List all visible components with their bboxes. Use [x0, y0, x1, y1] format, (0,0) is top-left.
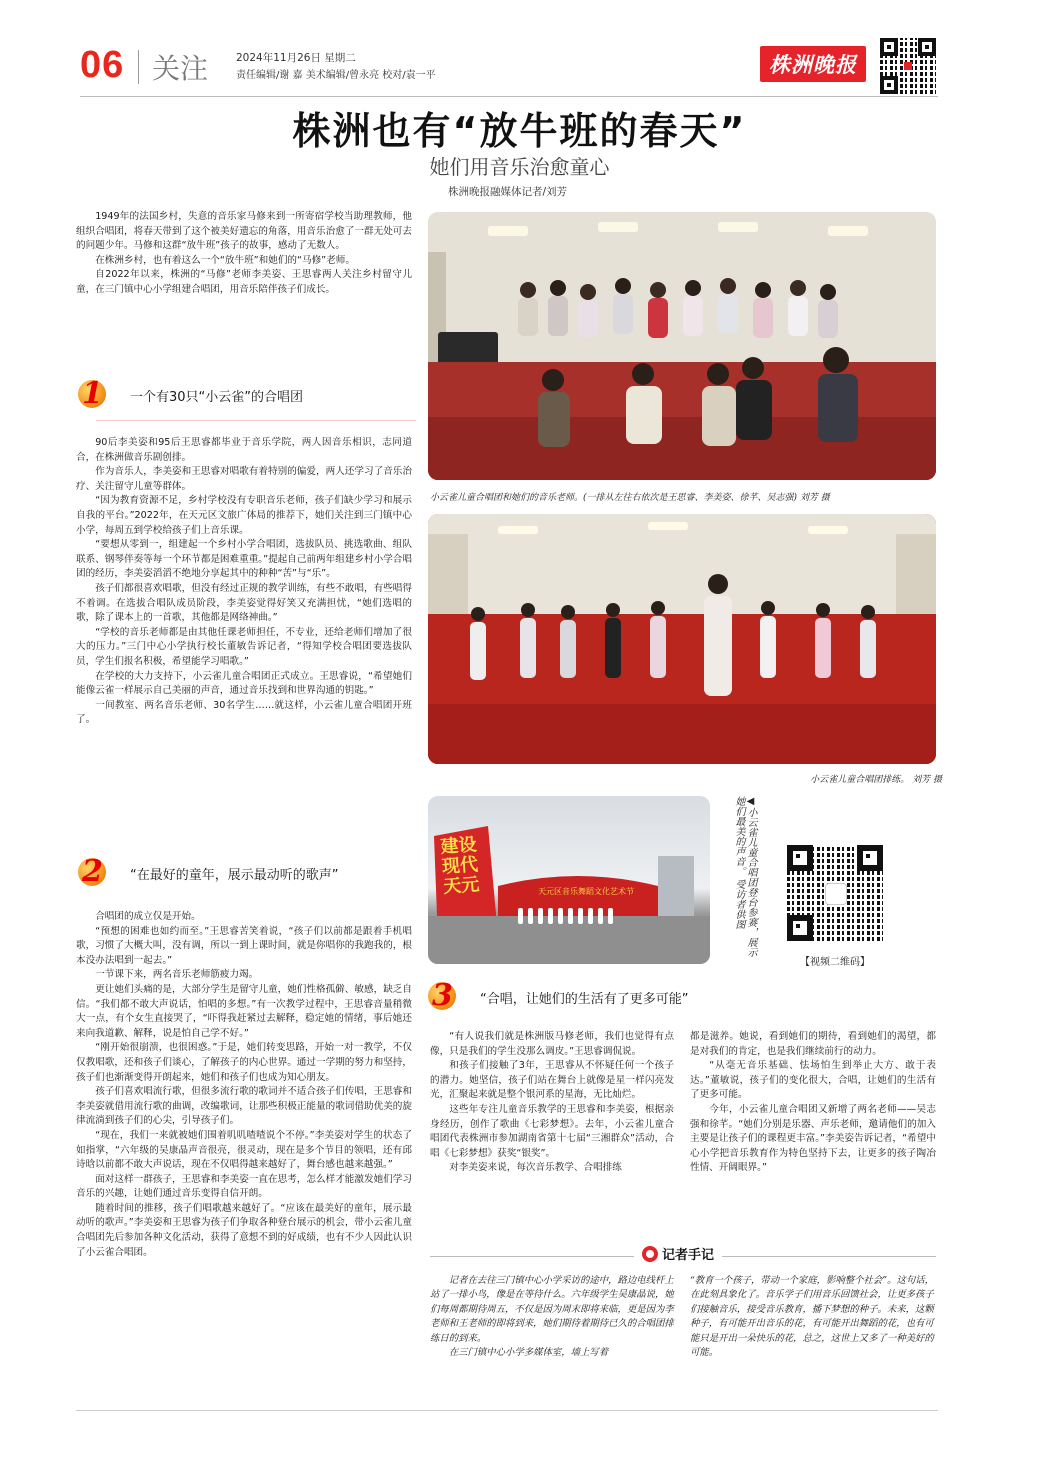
section-3-paragraph: 对李美姿来说，每次音乐教学、合唱排练: [449, 1162, 622, 1174]
section-1-paragraph: 孩子们都很喜欢唱歌，但没有经过正规的教学训练，有些不敢唱，有些唱得不着调。在选拔合唱队成员阶段，李美姿觉得好笑又充满担忧，“她们选唱的歌，除了课本上的一首歌，其他都是网络神曲。”: [76, 582, 412, 624]
section-2-paragraph: 面对这样一群孩子，王思睿和李美姿一直在思考，怎么样才能激发她们学习音乐的兴趣，让她们通过音乐变得自信开朗。: [76, 1173, 412, 1200]
section-1-text: [76, 436, 412, 728]
section-2-paragraph: “预想的困难也如约而至。”王思睿苦笑着说，“孩子们以前都是跟着手机唱歌，习惯了大概大叫，没有调，所以一到上课时间，就是你唱你的我跑我的，根本没办法唱到一起去。”: [76, 925, 412, 966]
date-line: 2024年11月26日 星期二: [236, 52, 356, 64]
section-3-paragraph: 这些年专注儿童音乐教学的王思睿和李美姿，根据亲身经历，创作了歌曲《七彩梦想》。去年，小云雀儿童合唱团代表株洲市参加湖南省第十七届“三湘群众”活动，合唱《七彩梦想》获奖“银奖”。: [430, 1103, 674, 1159]
section-2-paragraph: 更让她们头痛的是，大部分学生是留守儿童，她们性格孤僻、敏感，缺乏自信。“我们都不敢大声说话，怕唱的多想。”有一次教学过程中，王思睿音量稍微大一点，有个女生直接哭了，“吓得我赶紧过去解释，稳定她的情绪，事后她还来向我道歉、解释，说是怕自己学不好。”: [76, 983, 412, 1039]
section-3-heading: [428, 980, 688, 1014]
page-number: 06: [80, 44, 125, 86]
header-qr-code: [880, 38, 936, 94]
section-2-title: “在最好的童年，展示最动听的歌声”: [130, 867, 339, 883]
photo-performance: [428, 796, 710, 964]
intro-text: [76, 210, 412, 298]
section-2-text: [76, 910, 412, 1260]
photo-performance-banner: 建设现代天元: [439, 834, 481, 898]
section-2-paragraph: 孩子们喜欢唱流行歌，但很多流行歌的歌词并不适合孩子们传唱，王思睿和李美姿就借用流行歌的曲调，改编歌词，让那些积极正能量的歌词借助优美的旋律流淌到孩子们的心尖，引导孩子们。: [76, 1086, 412, 1127]
section-name: 关注: [152, 52, 209, 85]
section-1-paragraph: “要想从零到一，组建起一个乡村小学合唱团，选拔队员、挑选歌曲、组队联系、钢琴伴奏等每一个环节都是困难重重。”提起自己前两年组建乡村小学合唱团的经历，李美姿滔滔不绝地分享起其中的种种“苦”与“乐”。: [76, 539, 412, 580]
section-2-badge: 2: [78, 856, 108, 890]
notes-paragraph: 在三门镇中心小学多媒体室，墙上写着: [448, 1347, 609, 1359]
section-3-paragraph: 和孩子们接触了3年，王思睿从不怀疑任何一个孩子的潜力。她坚信，孩子们站在舞台上就像是星一样闪亮发光，汇聚起来就是整个银河系的星海，无比灿烂。: [430, 1060, 674, 1101]
notes-paragraph: 记者在去往三门镇中心小学采访的途中，路边电线杆上站了一排小鸟，像是在等待什么。六年级学生吴康晶说，她们每周都期待周五，不仅是因为周末即将来临，更是因为李老师和王老师的即将到来，她们期待着期待已久的合唱团排练日的到来。: [430, 1275, 674, 1344]
section-1-rule: [96, 420, 416, 421]
footer-rule: [76, 1410, 938, 1411]
intro-paragraph: 在株洲乡村，也有着这么一个“放牛班”和她们的“马修”老师。: [95, 254, 355, 266]
notes-paragraph: “教育一个孩子，带动一个家庭，影响整个社会”。这句话，在此刻具象化了。音乐学子们用音乐回馈社会，让更多孩子们接触音乐，接受音乐教育，播下梦想的种子。未来，这颗种子，有可能开出音乐的花，有可能开出舞蹈的花，也有可能只是开出一朵快乐的花，总之，这世上又多了一种美好的可能。: [690, 1275, 934, 1359]
section-1-heading: [78, 378, 303, 412]
section-2-paragraph: “现在，我们一来就被她们围着叽叽喳喳说个不停。”李美姿对学生的状态了如指掌，“六年级的吴康晶声音很亮，很灵动，现在是多个节目的领唱，还有邱诗晗以前都不敢大声说话，现在不仅唱得越来越好了，舞台感也越来越强。”: [76, 1129, 412, 1171]
section-3-paragraph: 都是滋养。她说，看到她们的期待，看到她们的渴望，都是对我们的肯定，也是我们继续前行的动力。: [690, 1031, 936, 1057]
section-1-paragraph: 90后李美姿和95后王思睿都毕业于音乐学院，两人因音乐相识，志同道合，在株洲做音乐剧创排。: [76, 437, 412, 463]
notes-heading: [634, 1244, 722, 1263]
headline-subtitle: 她们用音乐治愈童心: [429, 155, 610, 179]
photo-rehearsal: [428, 514, 936, 764]
section-2-paragraph: “刚开始很崩溃，也很困惑。”于是，她们转变思路，开始一对一教学，不仅仅教唱歌，还和孩子们谈心，了解孩子的内心世界。通过一学期的努力和坚持，孩子们也渐渐变得开朗起来，她们和孩子们也成为知心朋友。: [76, 1042, 412, 1083]
section-3-badge: 3: [428, 980, 458, 1014]
section-3-col-1: [430, 1030, 674, 1176]
photo-rehearsal-art: [428, 514, 936, 764]
intro-paragraph: 自2022年以来，株洲的“马修”老师李美姿、王思睿两人关注乡村留守儿童，在三门镇中心小学组建合唱团，用音乐陪伴孩子们成长。: [76, 269, 412, 295]
section-2-paragraph: 随着时间的推移，孩子们唱歌越来越好了。“应该在最美好的童年，展示最动听的歌声。”李美姿和王思睿为孩子们争取各种登台展示的机会，带小云雀儿童合唱团先后参加各种文化活动，获得了意想不到的好成绩，也有不少人因此认识了小云雀合唱团。: [76, 1202, 412, 1258]
notes-col-2: [690, 1274, 936, 1360]
section-3-title: “合唱，让她们的生活有了更多可能”: [480, 991, 689, 1007]
photo-rehearsal-caption: 小云雀儿童合唱团排练。 刘芳 摄: [810, 775, 942, 785]
header-divider: [138, 50, 139, 84]
paper-logo: [760, 46, 866, 82]
paper-logo-text: 株洲晚报: [769, 52, 857, 77]
section-1-paragraph: 作为音乐人，李美姿和王思睿对唱歌有着特别的偏爱，两人还学习了音乐治疗、关注留守儿童等群体。: [76, 466, 412, 492]
section-2-heading: [78, 856, 338, 890]
photo-performance-stage-text: 天元区音乐舞蹈文化艺术节: [538, 887, 634, 896]
video-qr-code: [787, 845, 883, 941]
section-2-paragraph: 合唱团的成立仅是开始。: [95, 911, 201, 922]
section-3-paragraph: 今年，小云雀儿童合唱团又新增了两名老师——吴志强和徐芊。“她们分别是乐器、声乐老师，邀请他们的加入主要是让孩子们的课程更丰富。”李美姿告诉记者，“希望中心小学把音乐教育作为特色坚持下去，让更多的孩子陶冶性情、开阔眼界。”: [690, 1103, 936, 1174]
photo-choir-group-caption: 小云雀儿童合唱团和她们的音乐老师。(一排从左往右依次是王思睿、李美姿、徐芊、吴志强) 刘芳 摄: [430, 493, 830, 503]
section-1-paragraph: 一间教室、两名音乐老师、30名学生……就这样，小云雀儿童合唱团开班了。: [76, 699, 412, 726]
section-1-title: 一个有30只“小云雀”的合唱团: [130, 389, 304, 405]
notes-title: 记者手记: [662, 1248, 715, 1263]
photo-choir-group: [428, 212, 936, 480]
headline-title: 株洲也有“放牛班的春天”: [292, 109, 747, 153]
section-1-badge: 1: [78, 378, 108, 412]
section-3-col-2: [690, 1030, 936, 1176]
section-3-paragraph: “从毫无音乐基础、怯场怕生到举止大方、敢于表达。”董敏说，孩子们的变化很大，合唱，让她们的生活有了更多可能。: [690, 1060, 936, 1101]
editors-line: 责任编辑/谢 嘉 美术编辑/曾永亮 校对/袁一平: [236, 70, 436, 81]
header-rule: [80, 96, 938, 97]
section-3-paragraph: “有人说我们就是株洲版马修老师，我们也觉得有点像，只是我们的学生没那么调皮。”王思睿调侃说。: [430, 1031, 674, 1057]
intro-paragraph: 1949年的法国乡村，失意的音乐家马修来到一所寄宿学校当助理教师，他组织合唱团，将春天带到了这个被美好遗忘的角落，用音乐治愈了一群无处可去的问题少年。马修和这群“放牛班”孩子的故事，感动了无数人。: [76, 211, 412, 252]
notes-dot-icon: [642, 1246, 658, 1262]
section-1-paragraph: 在学校的大力支持下，小云雀儿童合唱团正式成立。王思睿说，“希望她们能像云雀一样展示自己美丽的声音，通过音乐找到和世界沟通的钥匙。”: [76, 670, 412, 697]
page-header: [0, 0, 1039, 100]
section-2-paragraph: 一节课下来，两名音乐老师筋疲力竭。: [95, 969, 259, 981]
photo-performance-caption: ◀小云雀儿童合唱团登台参赛，展示她们最美的声音。 受访者供图: [733, 796, 756, 957]
photo-choir-group-art: [428, 212, 936, 480]
section-1-paragraph: “因为教育资源不足，乡村学校没有专职音乐老师，孩子们缺少学习和展示自我的平台。”2022年，在天元区文旅广体局的推荐下，她们关注到三门镇中心小学，每周五到学校给孩子们上音乐课。: [76, 495, 412, 536]
byline: 株洲晚报融媒体记者/刘芳: [448, 186, 568, 198]
video-qr-caption: 【视频二维码】: [800, 957, 870, 968]
section-1-paragraph: “学校的音乐老师都是由其他任课老师担任，不专业，还给老师们增加了很大的压力。”三门中心小学执行校长董敏告诉记者，“得知学校合唱团要选拔队员，学生们报名积极，希望能学习唱歌。”: [76, 626, 412, 667]
notes-col-1: [430, 1274, 674, 1360]
